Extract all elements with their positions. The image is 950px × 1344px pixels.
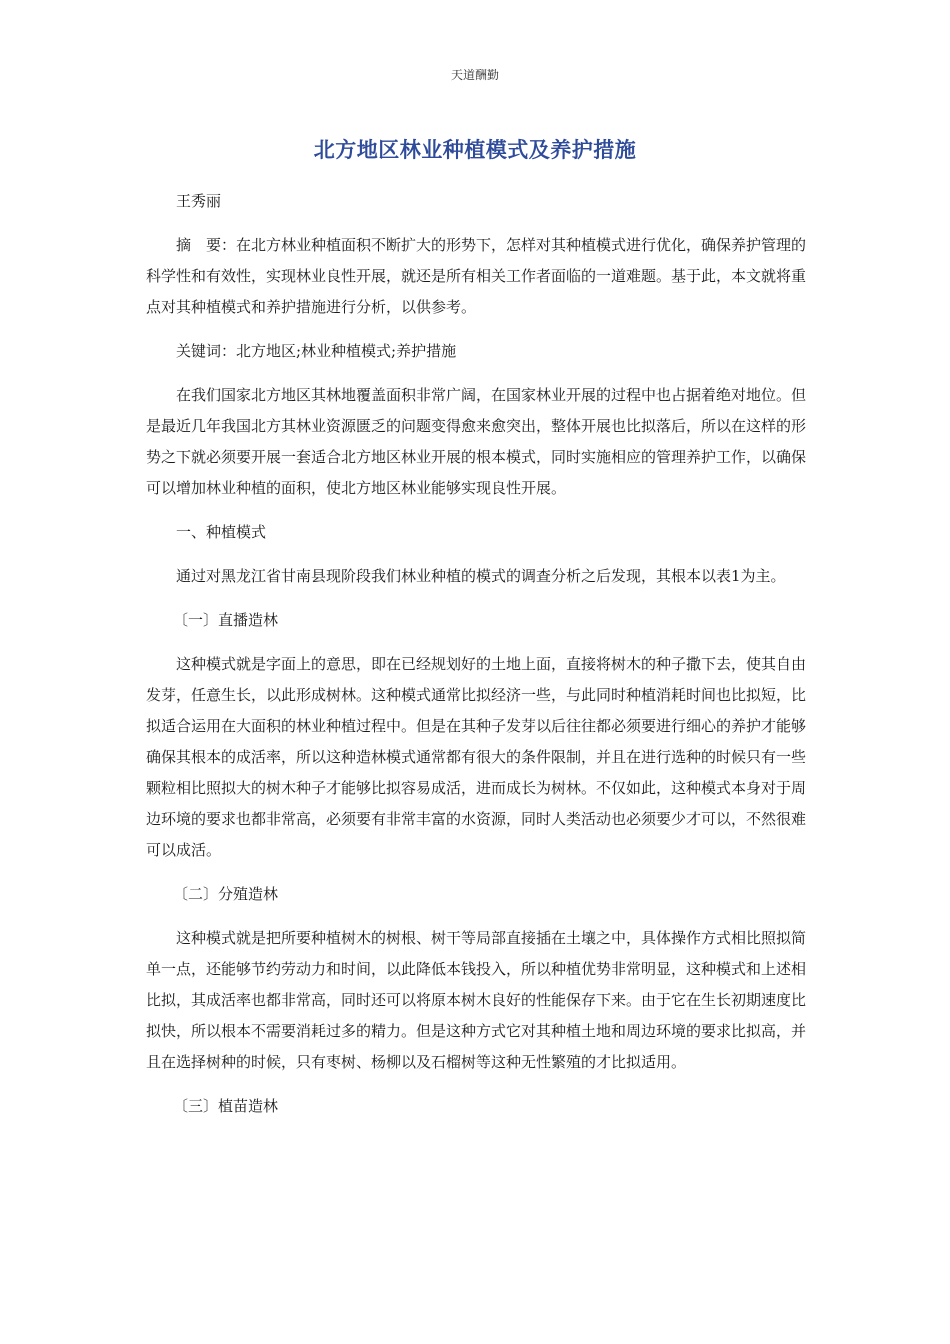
document-body bbox=[146, 186, 806, 1122]
page-header: 天道酬勤 bbox=[450, 68, 499, 82]
abstract-paragraph: 摘 要：在北方林业种植面积不断扩大的形势下，怎样对其种植模式进行优化，确保养护管理的科学性和有效性，实现林业良性开展，就还是所有相关工作者面临的一道难题。基于此，本文就将重点对其种植模式和养护措施进行分析，以供参考。 bbox=[146, 236, 807, 316]
body-paragraph: 通过对黑龙江省甘南县现阶段我们林业种植的模式的调查分析之后发现，其根本以表1为主。 bbox=[176, 567, 786, 585]
body-paragraph: 这种模式就是字面上的意思，即在已经规划好的土地上面，直接将树木的种子撒下去，使其自由发芽，任意生长，以此形成树林。这种模式通常比拟经济一些，与此同时种植消耗时间也比拟短，比拟适合运用在大面积的林业种植过程中。但是在其种子发芽以后往往都必须要进行细心的养护才能够确保其根本的成活率，所以这种造林模式通常都有很大的条件限制，并且在进行选种的时候只有一些颗粒相比照拟大的树木种子才能够比拟容易成活，进而成长为树林。不仅如此，这种模式本身对于周边环境的要求也都非常高，必须要有非常丰富的水资源，同时人类活动也必须要少才可以，不然很难可以成活。 bbox=[146, 655, 807, 859]
author-name: 王秀丽 bbox=[176, 192, 222, 210]
subsection-heading: 〔一〕直播造林 bbox=[173, 611, 279, 629]
body-paragraph: 这种模式就是把所要种植树木的树根、树干等局部直接插在土壤之中，具体操作方式相比照拟简单一点，还能够节约劳动力和时间，以此降低本钱投入，所以种植优势非常明显，这种模式和上述相比拟，其成活率也都非常高，同时还可以将原本树木良好的性能保存下来。由于它在生长初期速度比拟快，所以根本不需要消耗过多的精力。但是这种方式它对其种植土地和周边环境的要求比拟高，并且在选择树种的时候，只有枣树、杨柳以及石榴树等这种无性繁殖的才比拟适用。 bbox=[146, 929, 807, 1071]
intro-paragraph: 在我们国家北方地区其林地覆盖面积非常广阔，在国家林业开展的过程中也占据着绝对地位。但是最近几年我国北方其林业资源匮乏的问题变得愈来愈突出，整体开展也比拟落后，所以在这样的形势之下就必须要开展一套适合北方地区林业开展的根本模式，同时实施相应的管理养护工作，以确保可以增加林业种植的面积，使北方地区林业能够实现良性开展。 bbox=[146, 386, 807, 497]
subsection-heading: 〔三〕植苗造林 bbox=[173, 1097, 279, 1115]
keywords-line: 关键词：北方地区;林业种植模式;养护措施 bbox=[176, 342, 457, 360]
section-heading: 一、种植模式 bbox=[176, 523, 267, 541]
subsection-heading: 〔二〕分殖造林 bbox=[173, 885, 279, 903]
document-title: 北方地区林业种植模式及养护措施 bbox=[313, 138, 637, 162]
